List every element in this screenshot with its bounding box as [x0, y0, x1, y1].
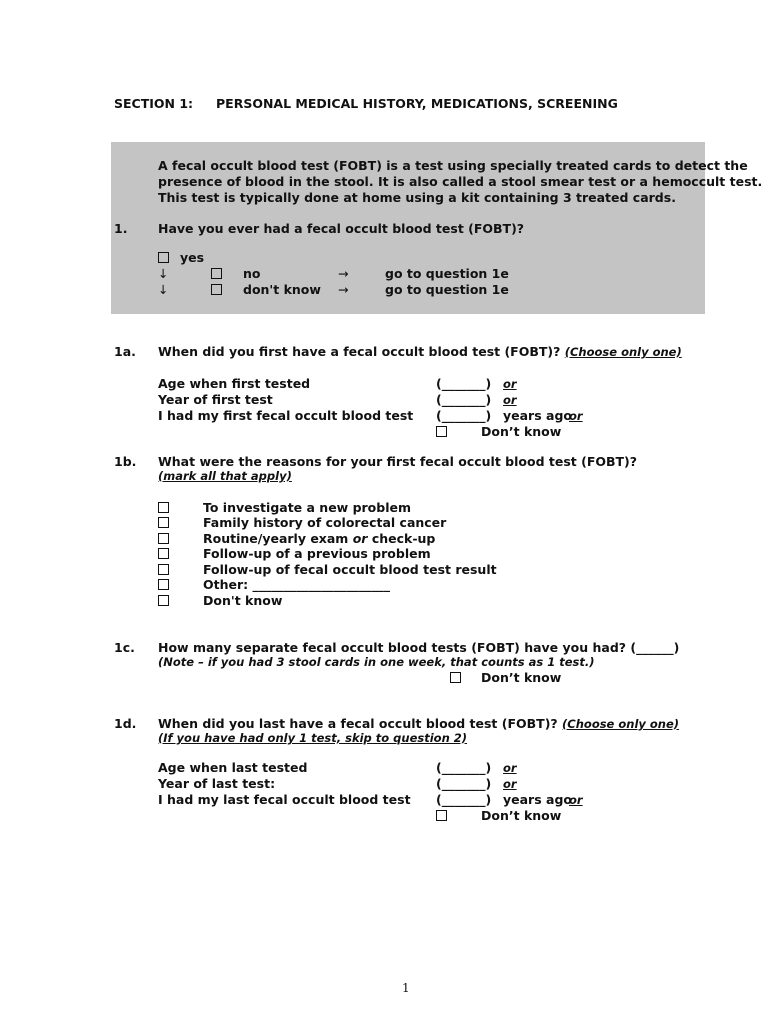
q1b-option-label: Don't know	[203, 593, 283, 608]
right-arrow-icon: →	[338, 266, 349, 281]
q1-no-checkbox[interactable]	[211, 268, 222, 279]
q1d-question: When did you last have a fecal occult blood test (FOBT)? (Choose only one)	[158, 716, 680, 731]
intro-line-2: presence of blood in the stool. It is also called a stool smear test or a hemoccult test.	[158, 174, 763, 189]
q1c-dontknow-label: Don’t know	[481, 670, 562, 685]
q1-dontknow-checkbox[interactable]	[211, 284, 222, 295]
q1-number: 1.	[114, 221, 128, 236]
q1d-row-blank[interactable]: (_______)	[436, 760, 492, 775]
q1b-option-label: Routine/yearly exam or check-up	[203, 531, 436, 546]
q1b-option-checkbox[interactable]	[158, 564, 169, 575]
q1d-row-label: Year of last test:	[158, 776, 276, 791]
q1c-question: How many separate fecal occult blood tests (FOBT) have you had? (______)	[158, 640, 680, 655]
q1b-option-checkbox[interactable]	[158, 502, 169, 513]
page-number: 1	[402, 981, 410, 995]
q1d-row-or: or	[503, 761, 517, 775]
q1d-row-suffix: years ago	[503, 792, 572, 807]
q1a-dontknow-checkbox[interactable]	[436, 426, 447, 437]
q1d-row-or: or	[569, 793, 583, 807]
intro-line-3: This test is typically done at home using a kit containing 3 treated cards.	[158, 190, 676, 205]
section-label: SECTION 1:	[114, 96, 194, 111]
q1b-option-checkbox[interactable]	[158, 517, 169, 528]
q1a-row-blank[interactable]: (_______)	[436, 408, 492, 423]
q1a-instruction: (Choose only one)	[564, 345, 682, 359]
q1b-option-checkbox[interactable]	[158, 548, 169, 559]
q1b-instruction: (mark all that apply)	[158, 469, 292, 483]
q1a-number: 1a.	[114, 344, 136, 359]
q1a-row-label: Age when first tested	[158, 376, 311, 391]
q1a-row-label: I had my first fecal occult blood test	[158, 408, 414, 423]
q1b-number: 1b.	[114, 454, 137, 469]
q1b-question: What were the reasons for your first fecal occult blood test (FOBT)?	[158, 454, 637, 469]
q1b-option-label: To investigate a new problem	[203, 500, 412, 515]
q1d-row-label: I had my last fecal occult blood test	[158, 792, 411, 807]
q1a-row-suffix: years ago	[503, 408, 572, 423]
q1-no-goto: go to question 1e	[385, 266, 509, 281]
q1d-dontknow-label: Don’t know	[481, 808, 562, 823]
q1-dontknow-goto: go to question 1e	[385, 282, 509, 297]
q1a-question: When did you first have a fecal occult blood test (FOBT)? (Choose only one)	[158, 344, 682, 359]
q1a-row-or: or	[503, 377, 517, 391]
down-arrow-icon: ↓	[158, 282, 169, 297]
q1-yes-label: yes	[180, 250, 205, 265]
q1-dontknow-label: don't know	[243, 282, 321, 297]
q1d-row-or: or	[503, 777, 517, 791]
q1-no-label: no	[243, 266, 261, 281]
q1a-row-blank[interactable]: (_______)	[436, 392, 492, 407]
q1d-skip: (If you have had only 1 test, skip to question 2)	[158, 731, 468, 745]
right-arrow-icon: →	[338, 282, 349, 297]
q1-yes-checkbox[interactable]	[158, 252, 169, 263]
q1a-row-or: or	[569, 409, 583, 423]
q1d-number: 1d.	[114, 716, 137, 731]
q1c-dontknow-checkbox[interactable]	[450, 672, 461, 683]
q1b-option-checkbox[interactable]	[158, 533, 169, 544]
q1b-option-checkbox[interactable]	[158, 595, 169, 606]
down-arrow-icon: ↓	[158, 266, 169, 281]
q1-question: Have you ever had a fecal occult blood test (FOBT)?	[158, 221, 525, 236]
q1b-option-label: Follow-up of a previous problem	[203, 546, 431, 561]
section-title: PERSONAL MEDICAL HISTORY, MEDICATIONS, SCREENING	[216, 96, 618, 111]
intro-line-1: A fecal occult blood test (FOBT) is a test using specially treated cards to detect the	[158, 158, 748, 173]
q1a-dontknow-label: Don’t know	[481, 424, 562, 439]
q1d-row-blank[interactable]: (_______)	[436, 792, 492, 807]
q1d-instruction: (Choose only one)	[562, 717, 680, 731]
q1a-row-blank[interactable]: (_______)	[436, 376, 492, 391]
q1d-row-label: Age when last tested	[158, 760, 308, 775]
q1c-note: (Note – if you had 3 stool cards in one week, that counts as 1 test.)	[158, 655, 595, 669]
q1a-row-or: or	[503, 393, 517, 407]
q1d-dontknow-checkbox[interactable]	[436, 810, 447, 821]
q1b-option-label: Other: ______________________	[203, 577, 390, 592]
q1b-option-label: Family history of colorectal cancer	[203, 515, 447, 530]
q1a-row-label: Year of first test	[158, 392, 273, 407]
q1c-number: 1c.	[114, 640, 135, 655]
q1b-option-checkbox[interactable]	[158, 579, 169, 590]
q1b-option-label: Follow-up of fecal occult blood test result	[203, 562, 497, 577]
q1d-row-blank[interactable]: (_______)	[436, 776, 492, 791]
